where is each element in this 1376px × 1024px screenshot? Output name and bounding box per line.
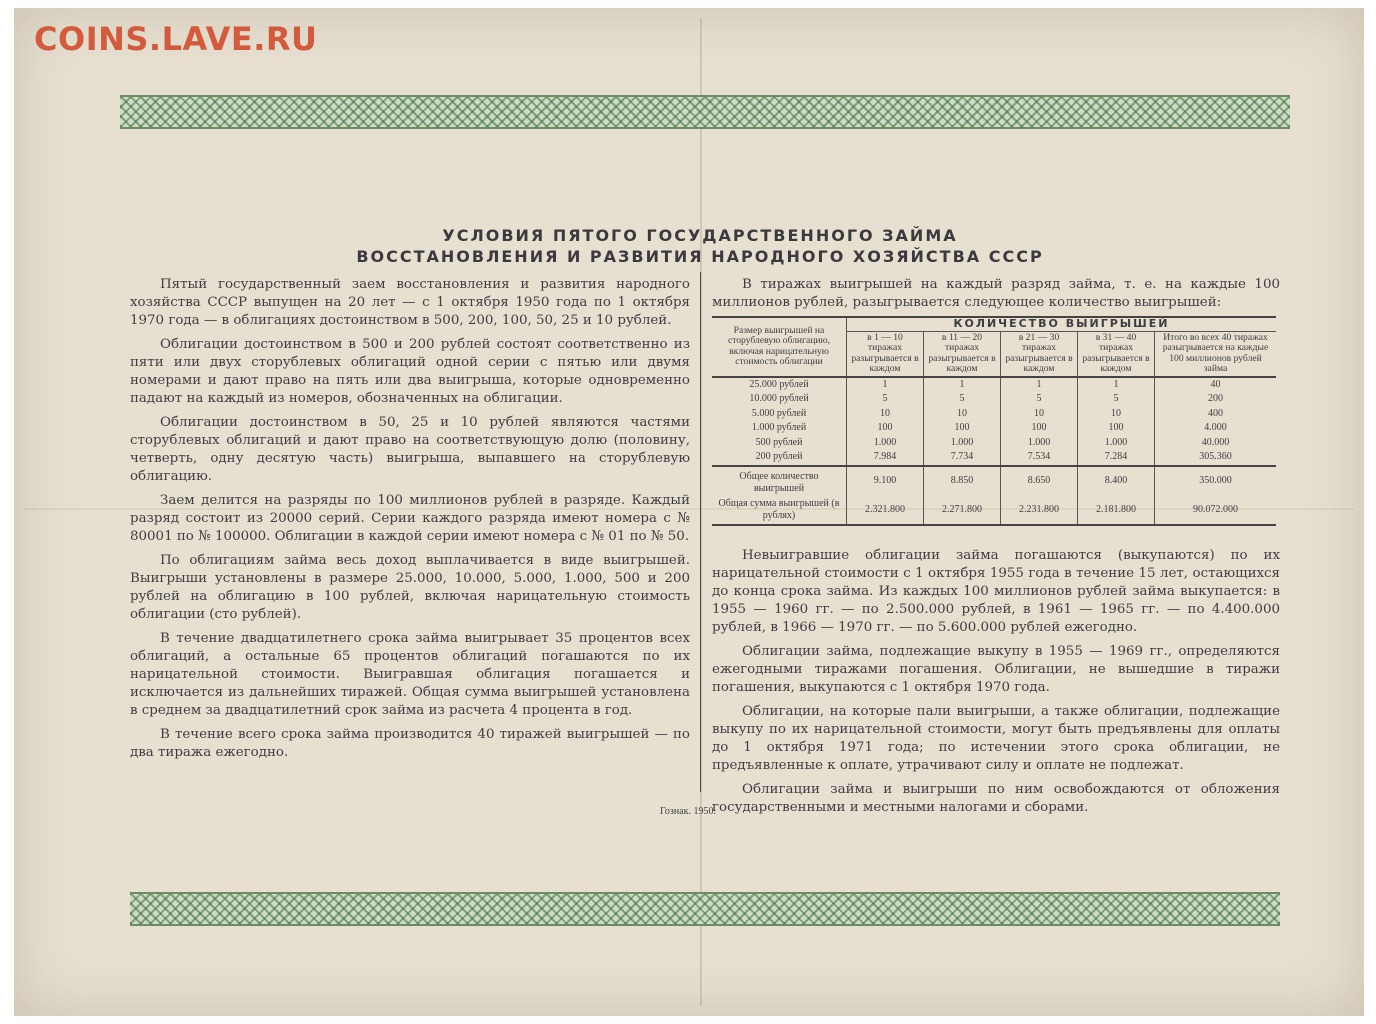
cell: 2.181.800 bbox=[1078, 497, 1155, 525]
terms-paragraph: Облигации, на которые пали выигрыши, а также облигации, подлежащие выкупу по их нарицательной стоимости, могут быть предъявлены для оплаты до 1 октября 1971 года; по истечении этого срока облигации, не предъявленные к оплате, утрачивают силу и оплате не подлежат. bbox=[712, 704, 1280, 773]
cell: 10 bbox=[924, 407, 1001, 422]
document-title-line-2: ВОССТАНОВЛЕНИЯ И РАЗВИТИЯ НАРОДНОГО ХОЗЯЙСТВА СССР bbox=[356, 247, 1044, 266]
table-row bbox=[712, 421, 1276, 436]
cell: 100 bbox=[924, 421, 1001, 436]
terms-paragraph: Облигации займа, подлежащие выкупу в 1955 — 1969 гг., определяются ежегодными тиражами погашения. Облигации, не вышедшие в тиражи погашения, выкупаются с 1 октября 1970 года. bbox=[712, 644, 1280, 695]
terms-paragraph: В течение двадцатилетнего срока займа выигрывает 35 процентов всех облигаций, а остальные 65 процентов облигаций погашаются по их нарицательной стоимости. Выигравшая облигация погашается и исключается из дальнейших тиражей. Общая сумма выигрышей установлена в среднем за двадцатилетний срок займа из расчета 4 процента в год. bbox=[130, 631, 690, 718]
table-intro-text: В тиражах выигрышей на каждый разряд займа, т. е. на каждые 100 миллионов рублей, разыгрывается следующее количество выигрышей: bbox=[712, 277, 1280, 310]
cell: 5 bbox=[1001, 392, 1078, 407]
terms-paragraph: Облигации займа и выигрыши по ним освобождаются от обложения государственными и местными налогами и сборами. bbox=[712, 782, 1280, 815]
summary-row bbox=[712, 497, 1276, 525]
cell: 7.734 bbox=[924, 450, 1001, 466]
terms-paragraph: Облигации достоинством в 50, 25 и 10 рублей являются частями сторублевых облигаций и дают право на соответствующую долю (половину, четверть, одну десятую часть) выигрыша, выпавшего на сторублевую облигацию. bbox=[130, 415, 690, 484]
draws-21-30-header: в 21 — 30 тиражах разыгрывается в каждом bbox=[1001, 331, 1078, 377]
cell: 2.321.800 bbox=[847, 497, 924, 525]
terms-paragraph: По облигациям займа весь доход выплачивается в виде выигрышей. Выигрыши установлены в размере 25.000, 10.000, 5.000, 1.000, 500 и 200 рублей на облигацию в 100 рублей, включая нарицательную стоимость облигации (сто рублей). bbox=[130, 553, 690, 622]
cell-total: 90.072.000 bbox=[1155, 497, 1277, 525]
cell: 1 bbox=[1078, 377, 1155, 393]
terms-paragraph: Пятый государственный заем восстановления и развития народного хозяйства СССР выпущен на 20 лет — с 1 октября 1950 года по 1 октября 1970 года — в облигациях достоинством в 500, 200, 100, 50, 25 и 10 рублей. bbox=[130, 277, 690, 328]
cell: 100 bbox=[1001, 421, 1078, 436]
cell: 7.284 bbox=[1078, 450, 1155, 466]
cell: 2.271.800 bbox=[924, 497, 1001, 525]
size-column-header: Размер выигрышей на сторублевую облигацию, включая нарицательную стоимость облигации bbox=[712, 317, 847, 377]
table-row bbox=[712, 392, 1276, 407]
table-row bbox=[712, 450, 1276, 466]
cell: 10 bbox=[1078, 407, 1155, 422]
cell-total: 350.000 bbox=[1155, 466, 1277, 497]
prize-size: 200 рублей bbox=[712, 450, 847, 466]
top-ornamental-band bbox=[120, 95, 1290, 129]
cell: 9.100 bbox=[847, 466, 924, 497]
cell: 8.400 bbox=[1078, 466, 1155, 497]
table-row bbox=[712, 407, 1276, 422]
terms-paragraph: Облигации достоинством в 500 и 200 рублей состоят соответственно из пяти или двух сторублевых облигаций одной серии с пятью или двумя номерами и дают право на пять или два выигрыша, которые одновременно падают на каждый из номеров, обозначенных на облигации. bbox=[130, 337, 690, 406]
prize-size: 500 рублей bbox=[755, 436, 803, 448]
printer-imprint: Гознак. 1950. bbox=[660, 806, 717, 817]
terms-paragraph: Заем делится на разряды по 100 миллионов рублей в разряде. Каждый разряд состоит из 20000 серий. Серии каждого разряда имеют номера с № 80001 по № 100000. Облигации в каждой серии имеют номера с № 01 по № 50. bbox=[130, 493, 690, 544]
quantity-group-header: КОЛИЧЕСТВО ВЫИГРЫШЕЙ bbox=[847, 317, 1277, 331]
cell-total: 305.360 bbox=[1155, 450, 1277, 466]
cell: 7.984 bbox=[847, 450, 924, 466]
prize-size: 1.000 рублей bbox=[751, 422, 807, 433]
cell: 100 bbox=[847, 421, 924, 436]
cell-total: 4.000 bbox=[1155, 421, 1277, 436]
cell: 10 bbox=[1001, 407, 1078, 422]
prize-size: 10.000 рублей bbox=[749, 393, 809, 404]
bottom-ornamental-band bbox=[130, 892, 1280, 926]
right-terms-column bbox=[712, 547, 1280, 823]
cell: 8.850 bbox=[924, 466, 1001, 497]
table-row bbox=[712, 377, 1276, 393]
column-divider bbox=[700, 272, 701, 792]
cell: 1.000 bbox=[1001, 436, 1078, 451]
cell: 8.650 bbox=[1001, 466, 1078, 497]
cell: 5 bbox=[924, 392, 1001, 407]
total-40-draws-header: Итого во всех 40 тиражах разыгрывается на каждые 100 миллионов рублей займа bbox=[1155, 331, 1277, 377]
document-title-line-1: УСЛОВИЯ ПЯТОГО ГОСУДАРСТВЕННОГО ЗАЙМА bbox=[442, 226, 958, 245]
draws-1-10-header: в 1 — 10 тиражах разыгрывается в каждом bbox=[847, 331, 924, 377]
cell: 5 bbox=[1078, 392, 1155, 407]
cell: 5 bbox=[847, 392, 924, 407]
cell-total: 40.000 bbox=[1155, 436, 1277, 451]
draws-31-40-header: в 31 — 40 тиражах разыгрывается в каждом bbox=[1078, 331, 1155, 377]
cell: 1 bbox=[924, 377, 1001, 393]
cell: 100 bbox=[1078, 421, 1155, 436]
cell: 7.534 bbox=[1001, 450, 1078, 466]
cell: 10 bbox=[847, 407, 924, 422]
winnings-table bbox=[712, 316, 1276, 526]
terms-paragraph: Невыигравшие облигации займа погашаются (выкупаются) по их нарицательной стоимости с 1 октября 1955 года в течение 15 лет, остающихся до конца срока займа. Из каждых 100 миллионов рублей займа выкупается: в 1955 — 1960 гг. — по 2.500.000 рублей, в 1961 — 1965 гг. — по 4.400.000 рублей, в 1966 — 1970 гг. — по 5.600.000 рублей ежегодно. bbox=[712, 548, 1280, 635]
left-terms-column bbox=[130, 276, 690, 768]
cell: 1.000 bbox=[924, 436, 1001, 451]
summary-label: Общее количество выигрышей bbox=[739, 470, 819, 494]
draws-11-20-header: в 11 — 20 тиражах разыгрывается в каждом bbox=[924, 331, 1001, 377]
table-intro bbox=[712, 276, 1280, 312]
summary-label: Общая сумма выигрышей (в рублях) bbox=[712, 497, 847, 525]
cell-total: 200 bbox=[1155, 392, 1277, 407]
cell: 1.000 bbox=[847, 436, 924, 451]
cell: 1.000 bbox=[1078, 436, 1155, 451]
site-watermark: COINS.LAVE.RU bbox=[34, 20, 318, 58]
cell-total: 40 bbox=[1155, 377, 1277, 393]
prize-size: 25.000 рублей bbox=[749, 378, 809, 390]
cell: 2.231.800 bbox=[1001, 497, 1078, 525]
cell-total: 400 bbox=[1155, 407, 1277, 422]
prize-size: 5.000 рублей bbox=[751, 407, 807, 419]
cell: 1 bbox=[847, 377, 924, 393]
terms-paragraph: В течение всего срока займа производится 40 тиражей выигрышей — по два тиража ежегодно. bbox=[130, 727, 690, 760]
table-row bbox=[712, 436, 1276, 451]
cell: 1 bbox=[1001, 377, 1078, 393]
summary-row bbox=[712, 466, 1276, 497]
